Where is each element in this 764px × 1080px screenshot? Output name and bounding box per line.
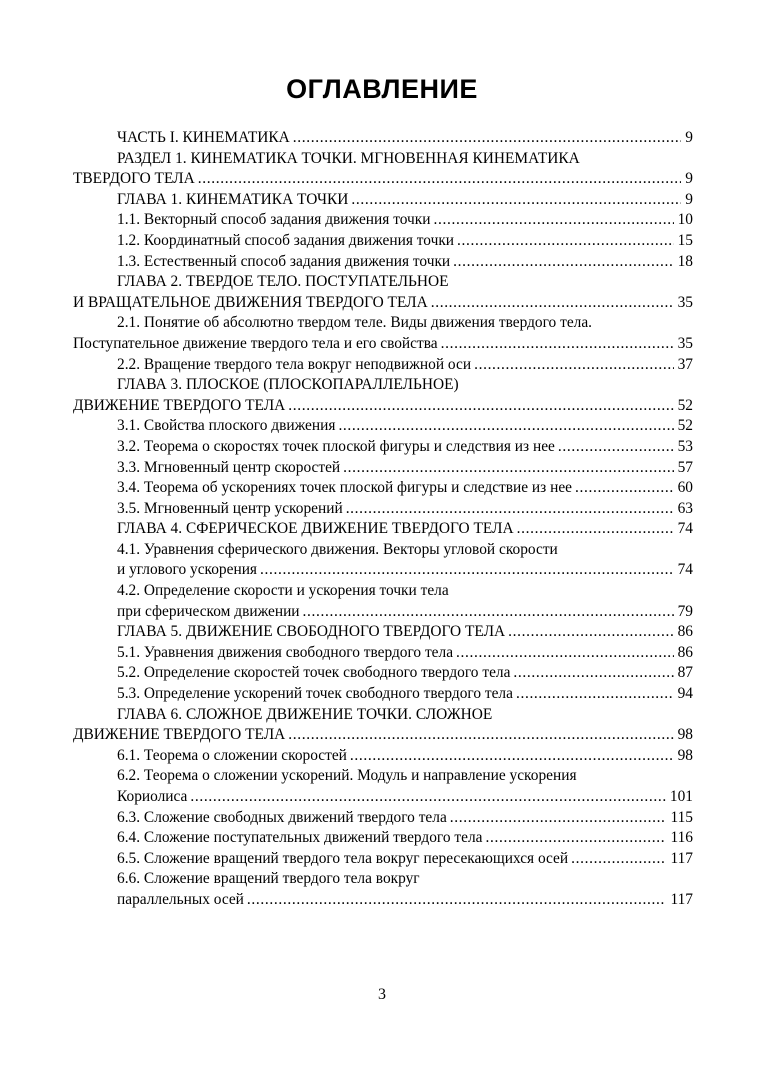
toc-entry-page: 37 (677, 355, 693, 373)
toc-entry-chapter-2-cont[interactable] (73, 293, 693, 314)
toc-leader (453, 252, 673, 273)
toc-entry-title: ГЛАВА 5. ДВИЖЕНИЕ СВОБОДНОГО ТВЕРДОГО ТЕЛА (117, 623, 506, 641)
toc-leader (343, 458, 673, 479)
table-of-contents (73, 128, 693, 911)
toc-entry-chapter-2[interactable] (73, 272, 693, 293)
toc-leader (293, 128, 682, 149)
toc-leader (247, 890, 667, 911)
toc-leader (431, 293, 674, 314)
toc-entry-page: 18 (677, 252, 693, 270)
toc-leader (350, 746, 674, 767)
toc-entry-page: 117 (670, 849, 693, 867)
toc-leader (571, 849, 666, 870)
toc-entry-6-2[interactable] (73, 766, 693, 787)
toc-entry-title: 3.1. Свойства плоского движения (117, 417, 336, 435)
toc-entry-page: 98 (677, 746, 693, 764)
page-number: 3 (378, 986, 386, 1003)
toc-leader (450, 808, 667, 829)
toc-entry-3-2[interactable] (73, 437, 693, 458)
toc-entry-page: 35 (677, 293, 693, 311)
toc-entry-title: 2.2. Вращение твердого тела вокруг неподвижной оси (117, 355, 472, 373)
toc-entry-page: 15 (677, 231, 693, 249)
toc-entry-page: 9 (685, 190, 693, 208)
toc-entry-title: И ВРАЩАТЕЛЬНОЕ ДВИЖЕНИЯ ТВЕРДОГО ТЕЛА (73, 293, 428, 311)
toc-entry-title: при сферическом движении (117, 602, 300, 620)
toc-leader (441, 334, 674, 355)
toc-entry-2-1[interactable] (73, 313, 693, 334)
toc-entry-page: 10 (677, 211, 693, 229)
toc-entry-page: 9 (685, 129, 693, 146)
toc-entry-page: 63 (677, 499, 693, 517)
toc-entry-5-3[interactable] (73, 684, 693, 705)
toc-entry-title: и углового ускорения (117, 561, 258, 579)
toc-entry-title: Поступательное движение твердого тела и его свойства (73, 334, 438, 352)
toc-entry-3-4[interactable] (73, 478, 693, 499)
toc-entry-title: 6.2. Теорема о сложении ускорений. Модуль и направление ускорения (117, 767, 577, 785)
toc-entry-5-2[interactable] (73, 663, 693, 684)
toc-leader (575, 478, 674, 499)
toc-entry-3-3[interactable] (73, 458, 693, 479)
toc-entry-title: ДВИЖЕНИЕ ТВЕРДОГО ТЕЛА (73, 396, 286, 414)
toc-entry-page: 9 (685, 170, 693, 188)
toc-leader (346, 499, 674, 520)
toc-entry-4-2[interactable] (73, 581, 693, 602)
toc-entry-title: ГЛАВА 6. СЛОЖНОЕ ДВИЖЕНИЕ ТОЧКИ. СЛОЖНОЕ (117, 705, 493, 723)
toc-entry-6-6[interactable] (73, 869, 693, 890)
toc-entry-title: ГЛАВА 3. ПЛОСКОЕ (ПЛОСКОПАРАЛЛЕЛЬНОЕ) (117, 376, 459, 394)
toc-leader (457, 231, 674, 252)
toc-leader (190, 787, 666, 808)
toc-entry-page: 98 (677, 726, 693, 744)
toc-entry-title: ГЛАВА 1. КИНЕМАТИКА ТОЧКИ (117, 190, 349, 208)
toc-leader (513, 663, 673, 684)
toc-entry-title: 3.4. Теорема об ускорениях точек плоской фигуры и следствие из нее (117, 479, 572, 497)
toc-leader (288, 725, 673, 746)
toc-entry-6-3[interactable] (73, 808, 693, 829)
toc-entry-section-1-cont[interactable] (73, 169, 693, 190)
toc-entry-page: 94 (677, 685, 693, 703)
toc-entry-chapter-1[interactable] (73, 190, 693, 211)
toc-entry-chapter-6-cont[interactable] (73, 725, 693, 746)
toc-entry-page: 115 (670, 808, 693, 826)
toc-entry-chapter-4[interactable] (73, 519, 693, 540)
toc-entry-title: 4.1. Уравнения сферического движения. Векторы угловой скорости (117, 540, 558, 558)
toc-entry-2-2[interactable] (73, 355, 693, 376)
toc-entry-page: 87 (677, 664, 693, 682)
toc-entry-page: 116 (670, 829, 693, 847)
toc-entry-page: 53 (677, 437, 693, 455)
toc-leader (456, 643, 674, 664)
toc-entry-1-3[interactable] (73, 252, 693, 273)
toc-leader (508, 622, 673, 643)
toc-entry-3-5[interactable] (73, 499, 693, 520)
toc-leader (338, 416, 673, 437)
toc-entry-page: 101 (669, 788, 693, 805)
toc-entry-page: 74 (677, 561, 693, 579)
toc-entry-chapter-3[interactable] (73, 375, 693, 396)
toc-leader (198, 169, 682, 190)
toc-entry-6-6-cont[interactable] (73, 890, 693, 911)
toc-entry-title: 6.6. Сложение вращений твердого тела вокруг (117, 870, 420, 888)
toc-leader (351, 190, 681, 211)
toc-entry-title: 1.1. Векторный способ задания движения точки (117, 211, 431, 229)
toc-entry-1-2[interactable] (73, 231, 693, 252)
toc-entry-page: 52 (677, 396, 693, 414)
toc-entry-page: 79 (677, 602, 693, 620)
toc-entry-title: 5.1. Уравнения движения свободного твердого тела (117, 643, 454, 661)
toc-entry-title: Кориолиса (117, 788, 188, 805)
toc-entry-page: 60 (677, 479, 693, 497)
toc-entry-title: 2.1. Понятие об абсолютно твердом теле. Виды движения твердого тела. (117, 314, 593, 332)
toc-leader (303, 602, 674, 623)
toc-entry-3-1[interactable] (73, 416, 693, 437)
toc-entry-page: 86 (677, 643, 693, 661)
toc-entry-page: 35 (677, 334, 693, 352)
toc-entry-title: 6.1. Теорема о сложении скоростей (117, 746, 347, 764)
toc-entry-title: 5.2. Определение скоростей точек свободного твердого тела (117, 664, 511, 682)
toc-entry-title: ГЛАВА 4. СФЕРИЧЕСКОЕ ДВИЖЕНИЕ ТВЕРДОГО ТЕЛА (117, 520, 514, 538)
toc-entry-title: ГЛАВА 2. ТВЕРДОЕ ТЕЛО. ПОСТУПАТЕЛЬНОЕ (117, 273, 449, 291)
toc-entry-title: 4.2. Определение скорости и ускорения точки тела (117, 582, 449, 600)
toc-leader (474, 355, 674, 376)
toc-entry-1-1[interactable] (73, 210, 693, 231)
toc-entry-chapter-6[interactable] (73, 705, 693, 726)
toc-leader (517, 519, 674, 540)
toc-entry-section-1[interactable] (73, 149, 693, 170)
toc-entry-title: 6.5. Сложение вращений твердого тела вокруг пересекающихся осей (117, 849, 569, 867)
toc-leader (485, 828, 666, 849)
toc-entry-title: параллельных осей (117, 890, 244, 908)
toc-entry-2-1-cont[interactable] (73, 334, 693, 355)
toc-entry-title: ТВЕРДОГО ТЕЛА (73, 170, 195, 188)
toc-entry-page: 86 (677, 623, 693, 641)
toc-entry-title: 6.4. Сложение поступательных движений твердого тела (117, 829, 483, 847)
toc-entry-6-1[interactable] (73, 746, 693, 767)
toc-entry-4-1-cont[interactable] (73, 560, 693, 581)
toc-entry-title: 3.2. Теорема о скоростях точек плоской фигуры и следствия из нее (117, 437, 555, 455)
toc-entry-title: 1.3. Естественный способ задания движения точки (117, 252, 451, 270)
toc-entry-title: 1.2. Координатный способ задания движения точки (117, 231, 455, 249)
toc-entry-4-2-cont[interactable] (73, 602, 693, 623)
toc-entry-6-2-cont[interactable] (73, 787, 693, 808)
toc-leader (288, 396, 673, 417)
toc-entry-6-4[interactable] (73, 828, 693, 849)
toc-entry-page: 52 (677, 417, 693, 435)
toc-entry-title: 3.5. Мгновенный центр ускорений (117, 499, 343, 517)
page-title: ОГЛАВЛЕНИЕ (286, 74, 478, 104)
toc-entry-6-5[interactable] (73, 849, 693, 870)
toc-leader (516, 684, 674, 705)
toc-leader (433, 210, 673, 231)
toc-entry-chapter-3-cont[interactable] (73, 396, 693, 417)
toc-entry-title: 6.3. Сложение свободных движений твердого тела (117, 808, 447, 826)
toc-entry-title: 3.3. Мгновенный центр скоростей (117, 458, 341, 476)
toc-entry-chapter-5[interactable] (73, 622, 693, 643)
toc-entry-title: РАЗДЕЛ 1. КИНЕМАТИКА ТОЧКИ. МГНОВЕННАЯ КИНЕМАТИКА (117, 149, 580, 167)
toc-leader (558, 437, 674, 458)
toc-entry-title: ЧАСТЬ I. КИНЕМАТИКА (117, 129, 290, 146)
toc-entry-title: ДВИЖЕНИЕ ТВЕРДОГО ТЕЛА (73, 726, 286, 744)
toc-entry-page: 74 (677, 520, 693, 538)
toc-entry-part-1[interactable] (73, 128, 693, 149)
toc-entry-page: 57 (677, 458, 693, 476)
toc-entry-5-1[interactable] (73, 643, 693, 664)
toc-entry-title: 5.3. Определение ускорений точек свободного твердого тела (117, 685, 513, 703)
toc-leader (260, 560, 674, 581)
toc-entry-4-1[interactable] (73, 540, 693, 561)
toc-entry-page: 117 (670, 890, 693, 908)
